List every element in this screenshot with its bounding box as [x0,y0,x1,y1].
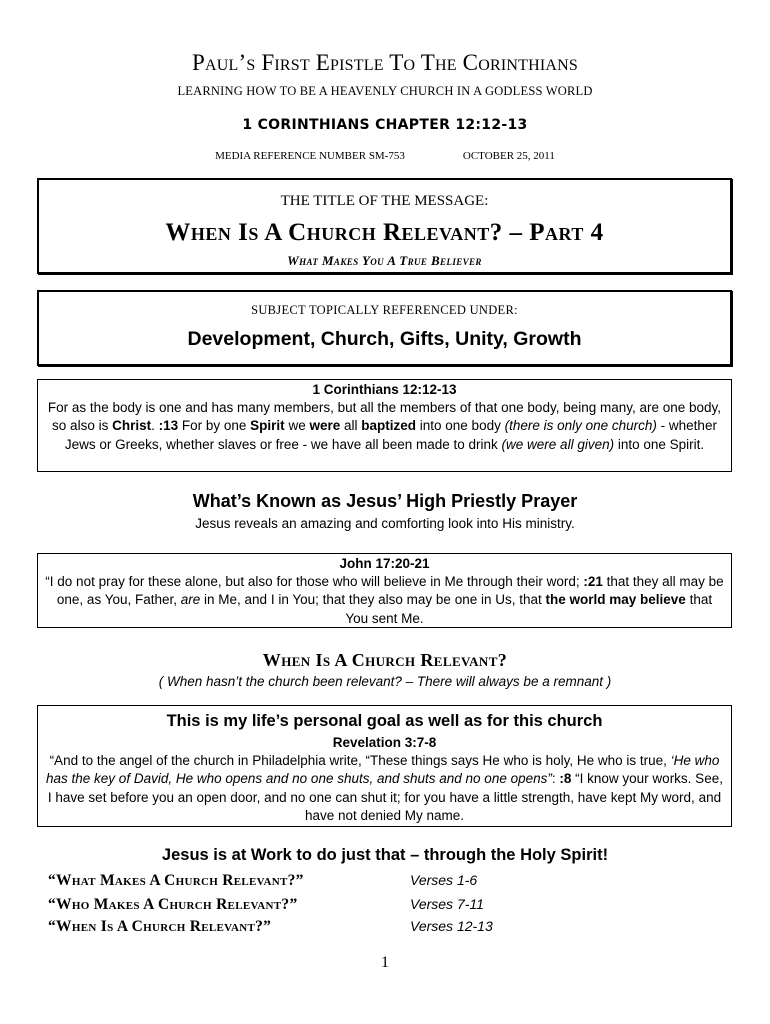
prayer-subheading: Jesus reveals an amazing and comforting look into His ministry. [195,516,575,531]
scripture-text [44,399,725,454]
verse-number: :21 [583,574,603,589]
scripture-text-part: that they all may be one, as You, Father, [56,574,724,608]
scripture-text-bold: were [309,418,341,434]
scripture-text-part: into one Spirit. [614,436,705,452]
personal-goal-heading: This is my life’s personal goal as well as for this church [166,712,603,730]
scripture-text-part: For as the body is one and has many members, but all the members of that one body, being many, are one body, so also is [47,400,722,434]
scripture-text-italic: are [180,592,201,608]
scripture-box-john [37,553,732,628]
relevant-heading: When Is A Church Relevant? [262,650,508,670]
question-verses: Verses 7-11 [410,896,484,912]
scripture-text-italic: (we were all given) [501,436,615,452]
scripture-text-bold: Spirit [250,418,285,434]
question-verses: Verses 1-6 [410,872,478,888]
scripture-box-corinthians [37,379,732,472]
scripture-text-part: - whether Jews or Greeks, whether slaves or free - we have all been made to drink [64,418,717,452]
scripture-text-part: that You sent Me. [345,592,713,626]
scripture-text-part: in Me, and I in You; that they also may be one in Us, that [200,592,546,608]
subject-box [37,290,732,366]
subject-topics: Development, Church, Gifts, Unity, Growth [187,328,582,350]
scripture-reference: 1 Corinthians 12:12-13 [312,382,457,397]
scripture-text-part: we [284,418,310,434]
scripture-text-italic: ‘He who has the key of David, He who opens and no one shuts, and shuts and no one opens” [46,753,720,787]
question-verses: Verses 12-13 [410,918,493,934]
question-text: “When Is A Church Relevant?” [48,918,272,935]
scripture-reference: Revelation 3:7-8 [332,735,437,750]
question-text: “Who Makes A Church Relevant?” [48,896,298,913]
scripture-text [44,752,725,825]
work-heading: Jesus is at Work to do just that – through the Holy Spirit! [161,846,609,864]
scripture-text-bold: the world may believe [545,592,686,608]
scripture-text-part: “I know your works. See, I have set before you an open door, and no one can shut it; for you have a little strength, have kept My word, and have not denied My name. [47,771,723,823]
scripture-text-part: For by one [178,418,251,434]
question-row [48,896,608,916]
meta-line [0,150,770,162]
chapter-heading: 1 CORINTHIANS CHAPTER 12:12-13 [242,117,528,133]
scripture-text-part: . [151,418,159,434]
media-reference: MEDIA REFERENCE NUMBER SM-753 [215,150,405,162]
subject-label: SUBJECT TOPICALLY REFERENCED UNDER: [251,303,518,317]
question-row [48,872,608,892]
scripture-text-bold: baptized [361,418,417,434]
prayer-heading: What’s Known as Jesus’ High Priestly Prayer [192,491,578,511]
message-tagline: What Makes You A True Believer [287,253,482,268]
scripture-text [44,573,725,628]
verse-number: :8 [559,771,572,787]
verse-number: :13 [158,418,179,434]
scripture-text-part: “And to the angel of the church in Philadelphia write, “These things says He who is holy, He who is true, [49,753,671,768]
scripture-text-part: : [551,771,560,787]
scripture-reference: John 17:20-21 [339,556,430,571]
page-number: 1 [381,954,389,971]
scripture-text-part: into one body [416,418,505,434]
message-date: OCTOBER 25, 2011 [462,150,555,162]
scripture-text-part: all [340,418,362,434]
question-row [48,918,608,938]
scripture-text-part: “I do not pray for these alone, but also for those who will believe in Me through their word; [45,574,584,589]
relevant-subheading: ( When hasn’t the church been relevant? – There will always be a remnant ) [158,674,612,689]
document-title: Paul’s First Epistle To The Corinthians [191,50,578,75]
scripture-text-italic: (there is only one church) [504,418,657,434]
message-title-box [37,178,732,274]
document-subtitle: LEARNING HOW TO BE A HEAVENLY CHURCH IN A GODLESS WORLD [177,84,593,98]
scripture-text-bold: Christ [112,418,152,434]
message-title-label: THE TITLE OF THE MESSAGE: [280,193,489,209]
message-title: When Is A Church Relevant? – Part 4 [165,219,604,246]
question-text: “What Makes A Church Relevant?” [48,872,304,889]
scripture-box-revelation [37,705,732,827]
